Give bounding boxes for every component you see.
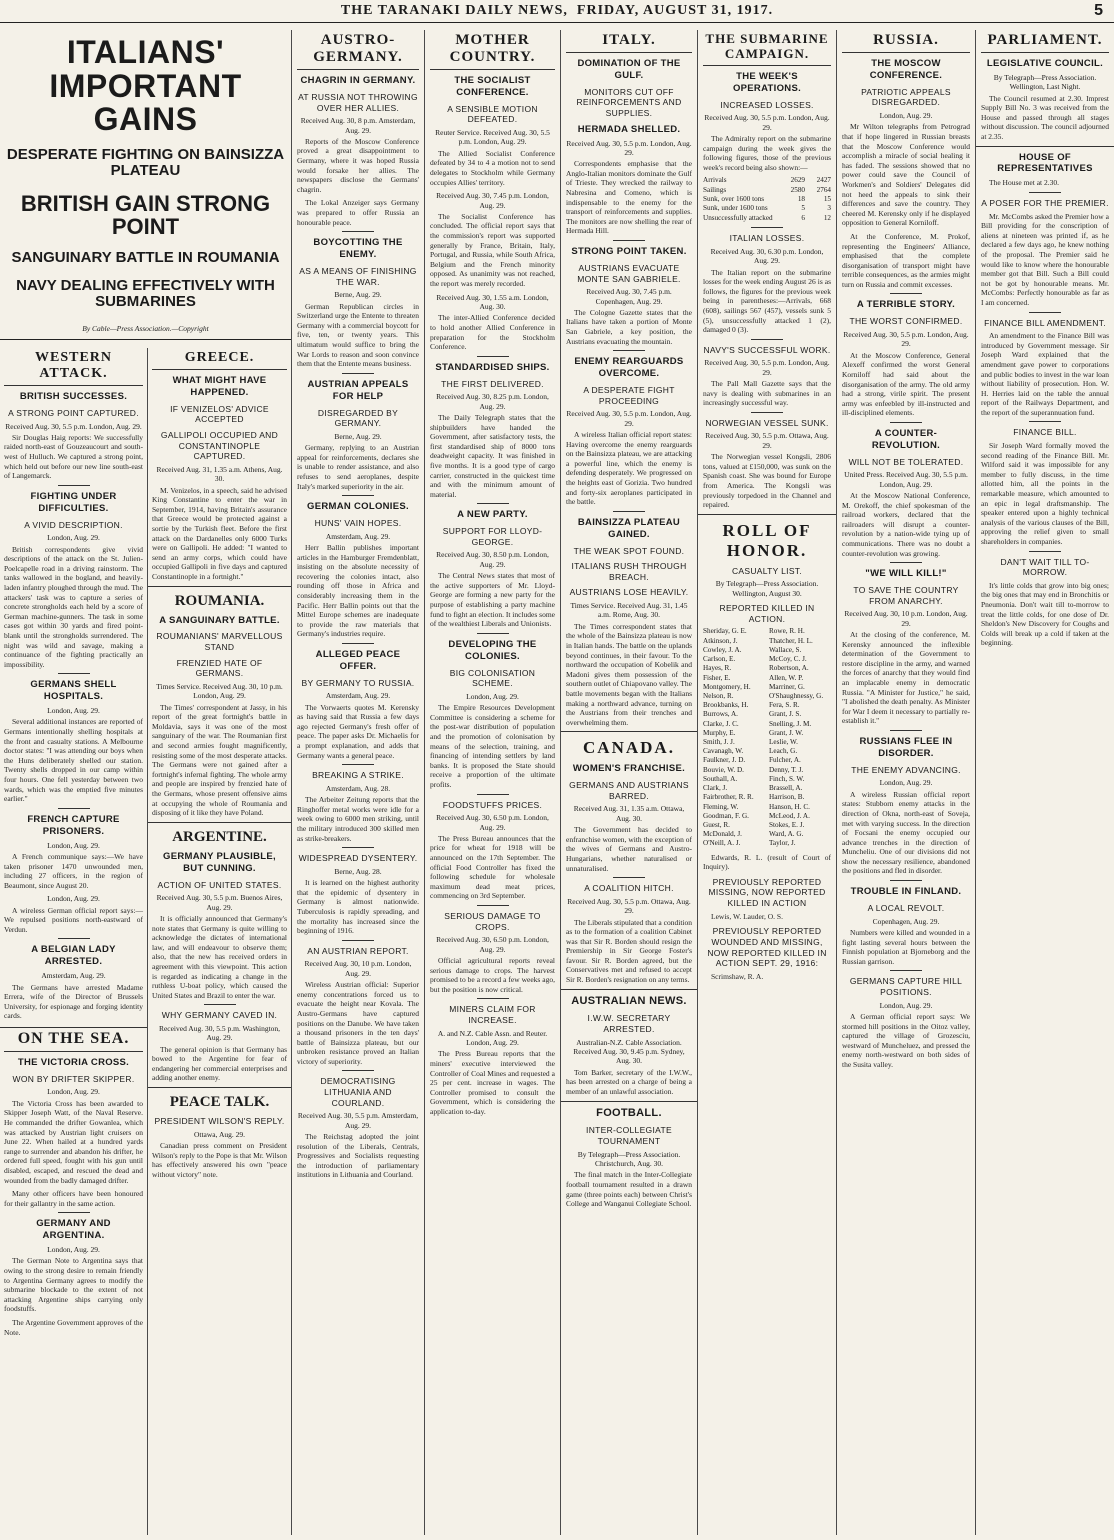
subhead: GERMANS CAPTURE HILL POSITIONS. xyxy=(849,976,963,997)
article-text: The Central News states that most of the active supporters of Mr. Lloyd-George are forming a new party for the purpose of establishing a party machine fund to fight an election. It includes some of the wealthiest Liberals and Unionists. xyxy=(430,571,555,629)
subhead: SUPPORT FOR LLOYD-GEORGE. xyxy=(442,526,543,547)
casualty-list xyxy=(703,627,831,848)
subhead: MONITORS CUT OFF REINFORCEMENTS AND SUPPLIES. xyxy=(576,86,682,118)
lead-subhead-3: SANGUINARY BATTLE IN ROUMANIA xyxy=(11,249,280,267)
subhead: A POSER FOR THE PREMIER. xyxy=(981,197,1109,208)
article-text: A wireless Italian official report states: Having overcome the enemy rearguards on the Bainsizza plateau, we are attacking a powerful line, which the enemy is defending desperately. We progressed on the heights east of Gorizia. Two hundred and forty-six aeroplanes participated in the battle. xyxy=(566,430,692,507)
article-text: Sir Douglas Haig reports: We successfully raided north-east of Gouzeaucourt and south-west of Hulluch. We captured a strong point, which held out before our new line south-east of Langemarck. xyxy=(4,432,143,481)
section-head: PEACE TALK. xyxy=(169,1094,270,1111)
dateline: Received Aug. 30, 5.5 p.m. London, Aug. 29. xyxy=(566,409,692,428)
article-text: The Germans have arrested Madame Errera, wife of the Director of Brussels University, for espionage and forging identity cards. xyxy=(4,982,143,1021)
article-text: The Daily Telegraph states that the shipbuilders have handed the Government, after satisfactory tests, the first standardised ship of 8000 tons deadweight capacity. It was finished in five months. It is a good type of cargo carrier, constructed in the quickest time and with the minimum amount of material. xyxy=(430,413,555,499)
lead-subhead-4: NAVY DEALING EFFECTIVELY WITH SUBMARINES xyxy=(16,277,275,310)
subhead: I.W.W. SECRETARY ARRESTED. xyxy=(587,1013,671,1035)
article-text: Germany, replying to an Austrian appeal for reinforcements, declares she is unable to render assistance, and also refuses to send aeroplanes, despite Italy's marked superiority in the air. xyxy=(297,443,419,491)
subhead: HUNS' VAIN HOPES. xyxy=(314,517,402,528)
casualty-name: Bouvie, W. D. xyxy=(703,765,744,774)
subhead: FINANCE BILL AMENDMENT. xyxy=(984,317,1106,328)
dateline: Received Aug. 30, 6.50 p.m. London, Aug. 29. xyxy=(436,813,549,832)
dateline: Received Aug. 30, 5.5 p.m. London, Aug. 29. xyxy=(5,421,142,431)
subhead: RUSSIANS FLEE IN DISORDER. xyxy=(859,735,953,759)
subhead: INTER-COLLEGIATE TOURNAMENT xyxy=(586,1125,672,1146)
dateline: London, Aug. 29. xyxy=(879,778,933,788)
subhead: PREVIOUSLY REPORTED MISSING, NOW REPORTED KILLED IN ACTION xyxy=(708,876,826,909)
subhead: TO SAVE THE COUNTRY FROM ANARCHY. xyxy=(853,585,959,606)
casualty-name: Hanson, H. C. xyxy=(769,802,810,811)
article-text: Edwards, R. L. (result of Court of Inquiry). xyxy=(703,852,831,872)
subhead: ENEMY REARGUARDS OVERCOME. xyxy=(574,356,684,380)
dateline: Amsterdam, Aug. 28. xyxy=(325,783,391,793)
losses-row: Sunk, under 1600 tons 5 3 xyxy=(703,204,831,213)
dateline: Received Aug. 30, 5.5 p.m. Ottawa, Aug. 29. xyxy=(567,896,691,916)
article-text: It is learned on the highest authority that the epidemic of dysentery in Germany is almost nationwide. Tuberculosis is rapidly spreading, and the mortality has increased since the beginning of 1916. xyxy=(297,878,419,936)
lead-headline: ITALIANS' IMPORTANT GAINS xyxy=(49,34,242,138)
casualty-name: Brassell, A. xyxy=(769,784,803,793)
subhead: WHAT MIGHT HAVE HAPPENED. xyxy=(172,375,267,398)
subhead: AT RUSSIA NOT THROWING OVER HER ALLIES. xyxy=(298,91,418,113)
casualty-name: O'Neill, A. J. xyxy=(703,839,741,848)
subhead: CHAGRIN IN GERMANY. xyxy=(300,75,416,86)
subhead: WILL NOT BE TOLERATED. xyxy=(848,456,964,467)
losses-row: Sunk, over 1600 tons 18 15 xyxy=(703,195,831,204)
dateline: Received Aug. 30, 5.5 p.m. London, Aug. 29. xyxy=(843,329,969,349)
casualty-name: Atkinson, J. xyxy=(703,636,738,645)
article-text: The Press Bureau announces that the price for wheat for 1918 will be announced on the 17th September. The official Food Controller has fixed the following schedule for wholesale maximum dead meat prices, commencing on 3rd September. xyxy=(430,833,555,901)
subhead: GERMANS SHELL HOSPITALS. xyxy=(30,679,117,703)
article-text: Numbers were killed and wounded in a fight lasting several hours between the Finnish population at Bjorneborg and the Russian garrison. xyxy=(842,927,970,966)
article-text: A German official report says: We stormed hill positions in the Oitoz valley, captured the village of Grozesciu, westward of Muncheluez, and pressed the enemy north-westward on both sides of the Susita valley. xyxy=(842,1011,970,1069)
dateline: Received Aug. 30, 5.5 p.m. London, Aug. 29. xyxy=(704,113,830,132)
dateline: Times Service. Received Aug. 31, 1.45 a.m. Rome, Aug. 30. xyxy=(570,601,688,620)
dateline: United Press. Received Aug. 30, 5.5 p.m. London, Aug. 29. xyxy=(844,470,968,489)
dateline: London, Aug. 29. xyxy=(47,894,100,904)
subhead: STRONG POINT TAKEN. xyxy=(571,246,687,257)
dateline: Received Aug. 31, 1.35 a.m. Ottawa, Aug. 30. xyxy=(573,804,685,823)
subhead: A COALITION HITCH. xyxy=(584,883,674,894)
subhead: A STRONG POINT CAPTURED. xyxy=(8,407,139,418)
subhead: PATRIOTIC APPEALS DISREGARDED. xyxy=(861,86,951,108)
dateline: Australian-N.Z. Cable Association. Received Aug. 30, 9.45 p.m. Sydney, Aug. 30. xyxy=(573,1037,685,1066)
article-text: At the Moscow National Conference, M. Orekoff, the chief spokesman of the railroad workers, declared that the railroaders will disrupt a counter-revolution by a nation-wide tying up of communications. There was no doubt a counter-revolution was growing. xyxy=(842,491,970,558)
section-head: AUSTRALIAN NEWS. xyxy=(571,994,687,1007)
subhead: LEGISLATIVE COUNCIL. xyxy=(986,58,1104,69)
subhead: THE WORST CONFIRMED. xyxy=(849,316,963,327)
dateline: Amsterdam, Aug. 29. xyxy=(41,971,106,981)
casualty-name: Montgomery, H. xyxy=(703,682,751,691)
dateline: Received Aug. 30, 10 p.m. London, Aug. 29. xyxy=(844,609,968,628)
subhead: PRESIDENT WILSON'S REPLY. xyxy=(154,1116,285,1127)
dateline: Reuter Service. Received Aug. 30, 5.5 p.m. London, Aug. 29. xyxy=(435,128,550,147)
article-text: A wireless German official report says:—We repulsed positions north-eastward of Verdun. xyxy=(4,905,143,934)
subhead: AN AUSTRIAN REPORT. xyxy=(307,945,409,956)
subhead: HOUSE OF REPRESENTATIVES xyxy=(997,151,1093,175)
subhead: THE WEAK SPOT FOUND. xyxy=(573,545,685,556)
section-head: MOTHER COUNTRY. xyxy=(430,30,555,70)
casualty-name: Stokes, E. J. xyxy=(769,821,805,830)
article-text: The Times' correspondent at Jassy, in his report of the great fortnight's battle in Moldavia, says it was one of the most sanguinary of the war. The Roumanian first and second armies fought magnificently, resisting some of the most desperate attacks. The Germans were not gained after a fortnight's infernal fighting. The whole army and people are inspired by frenzied hate of the Germans, whose present offensive aims at occupying the whole of Roumania and disposing of it like they have Poland. xyxy=(152,702,287,818)
article-text: A wireless Russian official report states: Stubborn enemy attacks in the direction of Okna, north-east of Soveja, met with varying success. In the direction of Focsani the enemy occupied our advance trenches in the direction of Muncheliu. One of our divisions did not show the necessary resilience, abandoned the positions and fled in disorder. xyxy=(842,789,970,876)
submarine-column xyxy=(697,30,836,1535)
article-text: The Empire Resources Development Committee is considering a scheme for the post-war distribution of population and the promotion of colonisation by means of the selection, training, and financing of intending settlers by land banks. It is proposed the State should receive a proportion of the ultimate profits. xyxy=(430,703,555,789)
russia-column xyxy=(836,30,975,1535)
article-text: The German Note to Argentina says that owing to the strong desire to remain friendly to Argentina Germany agrees to modify the submarine blockade to the extent of not attacking Argentine ships carrying only foodstuffs. xyxy=(4,1256,143,1314)
casualty-name: Cavanagh, W. xyxy=(703,747,744,756)
dateline: Received Aug. 30, 5.5 p.m. Buenos Aires, Aug. 29. xyxy=(156,893,283,912)
mother-country-column xyxy=(424,30,560,1535)
casualty-name: Fisher, E. xyxy=(703,673,731,682)
casualty-name: Southall, A. xyxy=(703,774,738,783)
casualty-name: McLeod, J. A. xyxy=(769,811,810,820)
subhead: THE VICTORIA CROSS. xyxy=(17,1056,130,1068)
section-head: THE SUBMARINE CAMPAIGN. xyxy=(703,30,831,66)
casualty-name: Harrison, B. xyxy=(769,793,805,802)
section-head: WESTERN ATTACK. xyxy=(4,348,143,386)
section-head: GREECE. xyxy=(152,348,287,370)
subhead: DEMOCRATISING LITHUANIA AND COURLAND. xyxy=(320,1076,396,1108)
article-text: Mr. McCombs asked the Premier how a Bill providing for the conscription of aliens at nineteen was printed if, as he declared a few days ago, he knew nothing of the proposal. The Premier said he would like to know where the honourable member got that Bill. Such a Bill could not be got by honourable means. Mr. McCombs: Perfectly honourable as far as I am concerned. xyxy=(981,211,1109,307)
byline: By Cable—Press Association.—Copyright xyxy=(82,323,209,333)
subhead: THE FIRST DELIVERED. xyxy=(441,378,544,389)
subhead: ITALIANS RUSH THROUGH BREACH. xyxy=(571,561,687,582)
section-head: ROUMANIA. xyxy=(174,592,265,609)
lead-subhead-1: DESPERATE FIGHTING ON BAINSIZZA PLATEAU xyxy=(6,145,285,179)
subhead: DEVELOPING THE COLONIES. xyxy=(448,638,537,662)
article-text: At the closing of the conference, M. Kerensky announced the inflexible determination of the Government to restore discipline in the army, and warned the forces of anarchy that they would find an implacable enemy in democratic Russia. "A Minister for Justice," he said, "I abolished the death penalty. As Minister for War I deem it necessary to partially re-establish it." xyxy=(842,630,970,726)
masthead-date: FRIDAY, AUGUST 31, 1917. xyxy=(576,3,774,18)
casualty-name: Finch, S. W. xyxy=(769,774,805,783)
section-head: ITALY. xyxy=(566,30,692,53)
losses-table xyxy=(703,176,831,223)
subhead: AUSTRIAN APPEALS FOR HELP xyxy=(307,378,409,402)
casualty-name: McCoy, C. J. xyxy=(769,655,807,664)
subhead: THE SOCIALIST CONFERENCE. xyxy=(454,75,531,98)
subhead: GERMANS AND AUSTRIANS BARRED. xyxy=(569,780,689,801)
subhead: AUSTRIANS LOSE HEAVILY. xyxy=(569,587,689,598)
article-text: At the Moscow Conference, General Alexeff confirmed the worst General Korniloff had said about the disorganisation of the army. The old army had a strong, virile spirit. The present army was enfeebled by ill-instructed and ill-disciplined elements. xyxy=(842,350,970,418)
dateline: By Telegraph—Press Association. Wellington, Last Night. xyxy=(993,72,1097,92)
subhead: BAINSIZZA PLATEAU GAINED. xyxy=(577,516,681,540)
subhead: GERMAN COLONIES. xyxy=(307,501,409,513)
dateline: By Telegraph—Press Association. Christchurch, Aug. 30. xyxy=(577,1149,681,1168)
casualty-name: Fleming, W. xyxy=(703,802,739,811)
article-text: Sir Joseph Ward formally moved the second reading of the Finance Bill. Mr. Wilford said it was impossible for any member to fully discuss, in the time allotted him, all the points in the remarkable measure, which amounted to an epic in legal draftsmanship. The speaker entered upon a highly technical analysis of the various clauses of the Bill, approving the relief given to small shareholders in companies. xyxy=(981,441,1109,547)
section-head: FOOTBALL. xyxy=(596,1106,662,1119)
casualty-name: Wallace, S. xyxy=(769,645,802,654)
dateline: Copenhagen, Aug. 29. xyxy=(872,916,940,926)
article-text: The Times correspondent states that the whole of the Bainsizza plateau is now in Italian hands. The battle on the uplands beyond continues, in their favour. To the northward the occupation of Kobelik and Madoni gives them possession of the southern outlet of Chiapovano valley. The battle movements began with the Italians making a northward advance, turning on the Austrians from their trenches and overwhelming them. xyxy=(566,621,693,727)
subhead: INCREASED LOSSES. xyxy=(720,99,814,110)
western-attack-section xyxy=(0,348,147,1535)
subhead: ITALIAN LOSSES. xyxy=(729,233,805,244)
lead-column xyxy=(0,30,291,1535)
casualty-column-b xyxy=(769,627,831,848)
italy-column xyxy=(560,30,697,1535)
lead-subhead-2: BRITISH GAIN STRONG POINT xyxy=(20,191,271,240)
article-text: An amendment to the Finance Bill was introduced by Government message. Sir Joseph Ward explained that the amendment gave power to corporations and public bodies to invest in the war loan without liability of prosecution. Hon. W. H. Herries laid on the table the annual report of the Railways Department, and the report of the superannuation fund. xyxy=(981,331,1109,417)
subhead: IF VENIZELOS' ADVICE ACCEPTED xyxy=(170,403,269,425)
subhead: BIG COLONISATION SCHEME. xyxy=(449,667,536,689)
subhead: A NEW PARTY. xyxy=(457,509,528,521)
dateline: Received Aug. 30, 6.50 p.m. London, Aug. 29. xyxy=(436,935,549,954)
subhead: BY GERMANY TO RUSSIA. xyxy=(301,677,415,688)
casualty-name: Rowe, R. H. xyxy=(769,627,805,636)
subhead: FOODSTUFFS PRICES. xyxy=(442,799,543,810)
article-text: Tom Barker, secretary of the I.W.W., has been arrested on a charge of being a member of an unlawful association. xyxy=(566,1067,692,1096)
subhead: GERMANY AND ARGENTINA. xyxy=(36,1218,111,1242)
subhead: FINANCE BILL. xyxy=(1013,427,1077,438)
article-text: The Admiralty report on the submarine campaign during the week gives the following figures, those of the previous week's record being also shown:— xyxy=(703,134,831,172)
dateline: Received Aug. 30, 8.25 p.m. London, Aug. 29. xyxy=(436,392,549,411)
dateline: Berne, Aug. 29. xyxy=(334,431,382,441)
casualty-name: Leach, G. xyxy=(769,747,798,756)
dateline: Received Aug. 30, 5.5 p.m. Ottawa, Aug. 29. xyxy=(705,431,829,450)
subhead: NAVY'S SUCCESSFUL WORK. xyxy=(703,344,831,355)
article-text: German Republican circles in Switzerland urge the Entente to threaten Germany with a commercial boycott for five, ten, or twenty years. This ultimatum would suffice to bring the War Lords to reason and soon convince them that the Entente means business. xyxy=(297,301,419,369)
article-text: The general opinion is that Germany has bowed to the Argentine for fear of endangering her commercial enterprises and adding another enemy. xyxy=(152,1044,287,1083)
subhead: A SANGUINARY BATTLE. xyxy=(159,614,280,626)
article-text: The Socialist Conference has concluded. The official report says that the commission's report was supported generally by France, Britain, Italy, Portugal, and Russia, while South Africa, Belgium and the French minority opposed. As unanimity was not reached, the report was merely recorded. xyxy=(430,211,555,289)
casualty-name: O'Shaughnessy, G. xyxy=(769,691,824,700)
subhead: ROUMANIANS' MARVELLOUS STAND xyxy=(156,631,283,653)
dateline: London, Aug. 29. xyxy=(47,840,100,850)
dateline: By Telegraph—Press Association. Wellington, August 30. xyxy=(715,579,819,598)
article-text: British correspondents give vivid descriptions of the attack on the St. Julien-Poelcapelle road in a driving rainstorm. The tanks wallowed in the bogland, and heavily-laden infantry ploughed through the mud. The attackers' task was to capture a series of concrete strongholds each held by a score of German machine-gunners. The task in some cases got within 30 yards and fired point-blank until the strongholds surrendered. The night was wild and savage, making a continuance of the fighting practically an impossibility. xyxy=(4,544,143,669)
article-text: The Argentine Government approves of the Note. xyxy=(4,1318,143,1337)
article-text: Many other officers have been honoured for their gallantry in the same action. xyxy=(4,1189,143,1208)
article-text: At the Conference, M. Prokof, representing the Engineers' Alliance, emphasised that the complete disorganisation of transport might have terrible consequences, as the armies might turn on Russia and commit excesses. xyxy=(842,231,970,289)
article-text: Mr Wilton telegraphs from Petrograd that if hope lingered in Russian breasts that the Moscow Conference would accomplish a miracle of social healing it has faded. The sessions showed that no power could save the Council of Workmen's and Soldiers' Delegates did not heed the appeals to sink their differences and save the country. They cheered M. Kerensky only if he displayed opposition to General Korniloff. xyxy=(842,122,970,228)
subhead: REPORTED KILLED IN ACTION. xyxy=(719,603,815,624)
subhead: ACTION OF UNITED STATES. xyxy=(157,879,282,890)
dateline: London, Aug. 29. xyxy=(47,1245,100,1255)
casualty-name: Clark, J. xyxy=(703,784,728,793)
greece-section xyxy=(147,348,291,1535)
casualty-name: Smith, J. J. xyxy=(703,738,735,747)
casualty-name: Leslie, W. xyxy=(769,738,798,747)
casualty-name: Ward, A. G. xyxy=(769,830,804,839)
subhead: SERIOUS DAMAGE TO CROPS. xyxy=(444,911,541,932)
subhead: WON BY DRIFTER SKIPPER. xyxy=(12,1073,135,1084)
casualty-name: Clarke, J. C. xyxy=(703,719,739,728)
dateline: Amsterdam, Aug. 29. xyxy=(325,691,391,701)
article-text: The Allied Socialist Conference defeated by 34 to 4 a motion not to send delegates to Stockholm while Germany occupies Allies' territory. xyxy=(430,148,555,187)
subhead: THE ENEMY ADVANCING. xyxy=(851,764,961,775)
dateline: Received Aug. 30, 5.5 p.m. Washington, Aug. 29. xyxy=(158,1023,281,1043)
article-text: The Pall Mall Gazette says that the navy is dealing with submarines in an increasingly successful way. xyxy=(703,379,831,408)
casualty-name: Fairbrother, R. R. xyxy=(703,793,754,802)
article-text: The Government has decided to enfranchise women, with the exception of the wives of Germans and Austro-Hungarians, whether naturalised or unnaturalised. xyxy=(566,825,692,873)
dateline: Berne, Aug. 28. xyxy=(334,866,382,876)
casualty-name: McDonald, J. xyxy=(703,830,742,839)
article-text: The final match in the Inter-Collegiate football tournament resulted in a drawn game (three points each) between Christ's College and Wanganui Collegiate School. xyxy=(566,1170,692,1209)
casualty-name: Marriner, G. xyxy=(769,682,805,691)
article-text: Several additional instances are reported of Germans intentionally shelling hospitals at the front and casualty stations. A Melbourne doctor states: "I was attending our boys when the Huns deliberately shelled our station. Twenty shells dropped in our camp within four hours. One fell yesterday between two wards, which was the emptied five minutes earlier." xyxy=(4,717,143,804)
subhead: WIDESPREAD DYSENTERY. xyxy=(298,853,418,864)
subhead: FRENZIED HATE OF GERMANS. xyxy=(176,657,263,679)
subhead: WOMEN'S FRANCHISE. xyxy=(572,763,686,775)
section-head: RUSSIA. xyxy=(842,30,970,53)
article-text: The Italian report on the submarine losses for the week ending August 26 is as follows, the figures for the previous week being in parentheses:—Arrivals, 668 (608), sailings 567 (457), vessels sunk 5 (5), unsuccessfully attacked 1 (2), damaged 0 (3). xyxy=(703,267,831,335)
casualty-name: Snelling, J. M. xyxy=(769,719,812,728)
article-text: It's little colds that grow into big ones; the big ones that may end in Bronchitis or Pneumonia. Don't wait till to-morrow to treat the little colds, for one dose of Dr. Sheldon's New Discovery for Coughs and Colds will break up a cold if taken at the beginning. xyxy=(981,580,1109,648)
section-head: CANADA. xyxy=(583,738,675,758)
article-text: The Arbeiter Zeitung reports that the Ringhoffer metal works were idle for a week owing to 6000 men striking, until the military introduced 300 skilled men as strike-breakers. xyxy=(297,795,419,843)
casualty-name: Carlson, E. xyxy=(703,655,736,664)
dateline: Received Aug. 30, 8.50 p.m. London, Aug. 29. xyxy=(436,550,549,569)
dateline: Received Aug. 30, 7.45 p.m. Copenhagen, Aug. 29. xyxy=(586,287,672,306)
subhead: MINERS CLAIM FOR INCREASE. xyxy=(449,1004,536,1026)
casualty-name: Robertson, A. xyxy=(769,664,809,673)
article-text: Reports of the Moscow Conference proved a great disappointment to Germany, where it was hoped Russia would forsake her allies. The newspapers disclose the Germans' chagrin. xyxy=(297,136,419,194)
casualty-name: Hayes, R. xyxy=(703,664,732,673)
subhead: GALLIPOLI OCCUPIED AND CONSTANTINOPLE CAPTURED. xyxy=(160,430,279,462)
subhead: AUSTRIANS EVACUATE MONTE SAN GABRIELE. xyxy=(577,262,681,284)
article-text: The Cologne Gazette states that the Italians have taken a portion of Monte San Gabriele, a key position, the Austrians evacuating the mountain. xyxy=(566,307,692,346)
dateline: London, Aug. 29. xyxy=(879,1000,933,1010)
section-head: PARLIAMENT. xyxy=(981,30,1109,53)
dateline: London, Aug. 29. xyxy=(466,691,519,701)
article-text: Herr Ballin publishes important articles in the Hamburger Fremdenblatt, insisting on the absolute necessity of recovering the colonies intact, also rounding off those in Africa and considerably increasing them in the Pacific. Herr Ballin points out that the Mittel Europe schemes are inadequate to provide the raw materials that Germany's industries require. xyxy=(297,542,419,639)
subhead: A DESPERATE FIGHT PROCEEDING xyxy=(583,385,675,406)
dateline: London, Aug. 29. xyxy=(47,533,100,543)
subhead: THE WEEK'S OPERATIONS. xyxy=(732,70,802,94)
casualty-name: Grant, J. S. xyxy=(769,710,802,719)
casualty-name: Thatcher, H. L. xyxy=(769,636,813,645)
subhead: PREVIOUSLY REPORTED WOUNDED AND MISSING, NOW REPORTED KILLED IN ACTION SEPT. 29, 1916: xyxy=(707,926,827,969)
article-text: The Council resumed at 2.30. Imprest Supply Bill No. 3 was received from the House and passed through all stages without discussion. The council adjourned at 2.35. xyxy=(981,93,1109,141)
subhead: A TERRIBLE STORY. xyxy=(856,299,956,311)
dateline: Berne, Aug. 29. xyxy=(334,290,382,300)
subhead: A COUNTER-REVOLUTION. xyxy=(871,427,941,451)
casualty-name: Cowley, J. A. xyxy=(703,645,742,654)
article-text: The Victoria Cross has been awarded to Skipper Joseph Watt, of the Naval Reserve. He commanded the drifter Gowanlea, which was attacked by Austrian light cruisers on June 22. When hailed at a hundred yards range to surrender and abandon his drifter, he ordered full speed, fought with his gun until disabled, escaped, and rescued the dead and wounded from the badly damaged drifter. xyxy=(4,1098,143,1185)
article-text: Official agricultural reports reveal serious damage to crops. The harvest promised to be a record a few weeks ago, but the position is now critical. xyxy=(430,956,555,994)
dateline: Times Service. Received Aug. 30, 10 p.m. London, Aug. 29. xyxy=(156,681,283,701)
dateline: Amsterdam, Aug. 29. xyxy=(325,531,391,541)
subhead: A BELGIAN LADY ARRESTED. xyxy=(31,944,116,968)
masthead-title: THE TARANAKI DAILY NEWS, xyxy=(340,3,568,18)
article-text: Canadian press comment on President Wilson's reply to the Pope is that Mr. Wilson has effectively answered his own "peace without victory" note. xyxy=(152,1141,287,1179)
subhead: A SENSIBLE MOTION DEFEATED. xyxy=(447,103,538,125)
casualty-name: Taylor, J. xyxy=(769,839,796,848)
subhead: ALLEGED PEACE OFFER. xyxy=(315,648,401,672)
casualty-name: Fera, S. R. xyxy=(769,701,800,710)
casualty-name: Guest, R. xyxy=(703,821,730,830)
dateline: London, Aug. 29. xyxy=(47,1087,100,1097)
subhead: STANDARDISED SHIPS. xyxy=(435,361,550,373)
casualty-name: Fulcher, A. xyxy=(769,756,801,765)
casualty-name: Faulkner, J. D. xyxy=(703,756,746,765)
subhead: GERMANY PLAUSIBLE, BUT CUNNING. xyxy=(163,850,276,874)
article-text: The House met at 2.30. xyxy=(989,178,1059,188)
article-text: It is officially announced that Germany's note states that Germany is quite willing to acknowledge the dictates of international law, and will endeavour to observe them; also, that the new has received orders in agreement with this viewpoint. This action is regarded as indicating a change in the ruthless U-boat policy, which caused the United States and Brazil to enter the war. xyxy=(152,913,287,1000)
casualty-name: Grant, J. W. xyxy=(769,728,804,737)
casualty-column-a xyxy=(703,627,765,848)
casualty-name: Burrows, A. xyxy=(703,710,738,719)
article-text: The Reichstag adopted the joint resolution of the Liberals, Centrals, Progressives and Socialists requesting the introduction of parliamentary institutions in Lithuania and Courland. xyxy=(297,1132,419,1180)
dateline: Received Aug. 30, 5.5 p.m. London, Aug. 29. xyxy=(704,358,830,377)
subhead: THE MOSCOW CONFERENCE. xyxy=(869,58,943,81)
losses-row: Arrivals 2629 2427 xyxy=(703,176,831,185)
subhead: DOMINATION OF THE GULF. xyxy=(577,58,681,81)
austro-germany-column xyxy=(291,30,424,1535)
dateline: Received Aug. 30, 8 p.m. Amsterdam, Aug. 29. xyxy=(300,116,416,135)
article-text: The Press Bureau reports that the miners' executive interviewed the Controller of Coal Mines and requested a 25 per cent. increase in wages. The Controller promised to consult the Government, which is considering the application to-day. xyxy=(430,1049,555,1116)
masthead xyxy=(0,0,1114,23)
subhead: WHY GERMANY CAVED IN. xyxy=(161,1010,278,1021)
casualty-name: Goodman, F. G. xyxy=(703,811,749,820)
article-text: The Lokal Anzeiger says Germany was prepared to offer Russia an honourable peace. xyxy=(297,198,419,227)
dateline: Received Aug. 30, 1.55 a.m. London, Aug. 30. xyxy=(436,292,549,311)
section-head: AUSTRO-GERMANY. xyxy=(297,30,419,70)
article-text: The Vorwaerts quotes M. Kerensky as having said that Russia a few days ago rejected Germany's fresh offer of peace. The paper asks Dr. Michaelis for a prompt explanation, and adds that Germany wants a general peace. xyxy=(297,702,419,760)
subhead: NORWEGIAN VESSEL SUNK. xyxy=(705,417,829,428)
article-text: The Norwegian vessel Kongsli, 2806 tons, valued at £150,000, was sunk on the Spanish coast. She was bound for Europe from America. The Kongsli was previously torpedoed in the Channel and repaired. xyxy=(703,452,831,510)
article-text: Scrimshaw, R. A. xyxy=(711,971,764,981)
subhead: BRITISH SUCCESSES. xyxy=(19,391,128,402)
article-text: M. Venizelos, in a speech, said he advised King Constantine to enter the war in September, 1914, having Britain's assurance that Greece would be protected against a sortie by the Turkish fleet. Before the first attack on the Dardanelles only 6000 Turks were on Gallipoli. He added: "I wanted to send an army corps, which could have occupied Gallipoli in five days and captured Constantinople in a fortnight." xyxy=(152,485,287,581)
subhead: BOYCOTTING THE ENEMY. xyxy=(313,237,403,261)
dateline: Received Aug. 30, 5.5 p.m. Amsterdam, Aug. 29. xyxy=(297,1111,419,1130)
article-text: Correspondents emphasise that the Anglo-Italian monitors dominate the Gulf of Trieste. They wrecked the railway to Nabresina and Comeno, which is indispensable to the enemy for the transport of reinforcements and supplies. The monitors are now shelling the rear of Hermada Hill. xyxy=(566,159,692,236)
dateline: A. and N.Z. Cable Assn. and Reuter. London, Aug. 29. xyxy=(437,1028,548,1048)
losses-row: Unsuccessfully attacked 6 12 xyxy=(703,213,831,222)
article-text: The Liberals stipulated that a condition as to the formation of a coalition Cabinet was that Sir R. Borden should resign the Premiership in Sir George Foster's favour. Sir R. Borden agreed, but the Conservatives met and refused to accept Sir R. Borden's resignation on any terms. xyxy=(566,917,692,985)
subhead: HERMADA SHELLED. xyxy=(577,123,681,135)
dateline: Received Aug. 30, 7.45 p.m. London, Aug. 29. xyxy=(436,191,549,210)
article-text: The inter-Allied Conference decided to hold another Allied Conference in preparation for the Stockholm Conference. xyxy=(430,313,555,352)
parliament-column xyxy=(975,30,1114,1535)
dateline: London, Aug. 29. xyxy=(879,111,933,120)
subhead: DAN'T WAIT TILL TO-MORROW. xyxy=(1000,556,1090,578)
subhead: TROUBLE IN FINLAND. xyxy=(850,886,962,898)
dateline: Ottawa, Aug. 29. xyxy=(193,1129,246,1139)
dateline: Received Aug. 30, 10 p.m. London, Aug. 29. xyxy=(304,959,412,978)
article-text: A French communique says:—We have taken prisoner 1470 unwounded men, including 27 officers, in the region of Beaumont, since August 20. xyxy=(4,851,143,890)
subhead: A VIVID DESCRIPTION. xyxy=(24,519,123,530)
casualty-name: Murphy, E. xyxy=(703,728,736,737)
subhead: CASUALTY LIST. xyxy=(731,565,803,576)
casualty-name: Brookbanks, H. xyxy=(703,701,749,710)
subhead: A LOCAL REVOLT. xyxy=(867,902,945,913)
subhead: "WE WILL KILL!" xyxy=(865,568,947,580)
subhead: DISREGARDED BY GERMANY. xyxy=(317,407,399,429)
casualty-name: Denny, T. J. xyxy=(769,765,804,774)
subhead: FIGHTING UNDER DIFFICULTIES. xyxy=(30,490,117,514)
section-head: ROLL OF HONOR. xyxy=(722,520,812,560)
section-head: ARGENTINE. xyxy=(172,828,267,845)
article-text: Lewis, W. Lauder, O. S. xyxy=(711,911,783,921)
dateline: Received Aug. 30, 6.30 p.m. London, Aug. 29. xyxy=(710,246,824,266)
dateline: Received Aug. 30, 5.5 p.m. London, Aug. 29. xyxy=(566,138,692,157)
dateline: London, Aug. 29. xyxy=(47,706,100,716)
casualty-name: Nelson, R. xyxy=(703,691,734,700)
page-number: 5 xyxy=(1094,2,1104,19)
casualty-name: Sheriday, G. E. xyxy=(703,627,747,636)
article-text: Wireless Austrian official: Superior enemy concentrations forced us to evacuate the height near Kovala. The Austro-Germans have captured positions on the Danube. We have taken a thousand prisoners in the ten days' battle of Bainsizza plateau, but our unbroken resistance proved an Italian victory of superiority. xyxy=(297,980,419,1066)
subhead: FRENCH CAPTURE PRISONERS. xyxy=(27,813,120,837)
losses-row: Sailings 2580 2764 xyxy=(703,185,831,194)
casualty-name: Allen, W. P. xyxy=(769,673,804,682)
subhead: BREAKING A STRIKE. xyxy=(312,770,404,781)
section-head: ON THE SEA. xyxy=(4,1028,143,1052)
dateline: Received Aug. 31, 1.35 a.m. Athens, Aug. 30. xyxy=(156,464,283,484)
subhead: AS A MEANS OF FINISHING THE WAR. xyxy=(299,265,417,287)
